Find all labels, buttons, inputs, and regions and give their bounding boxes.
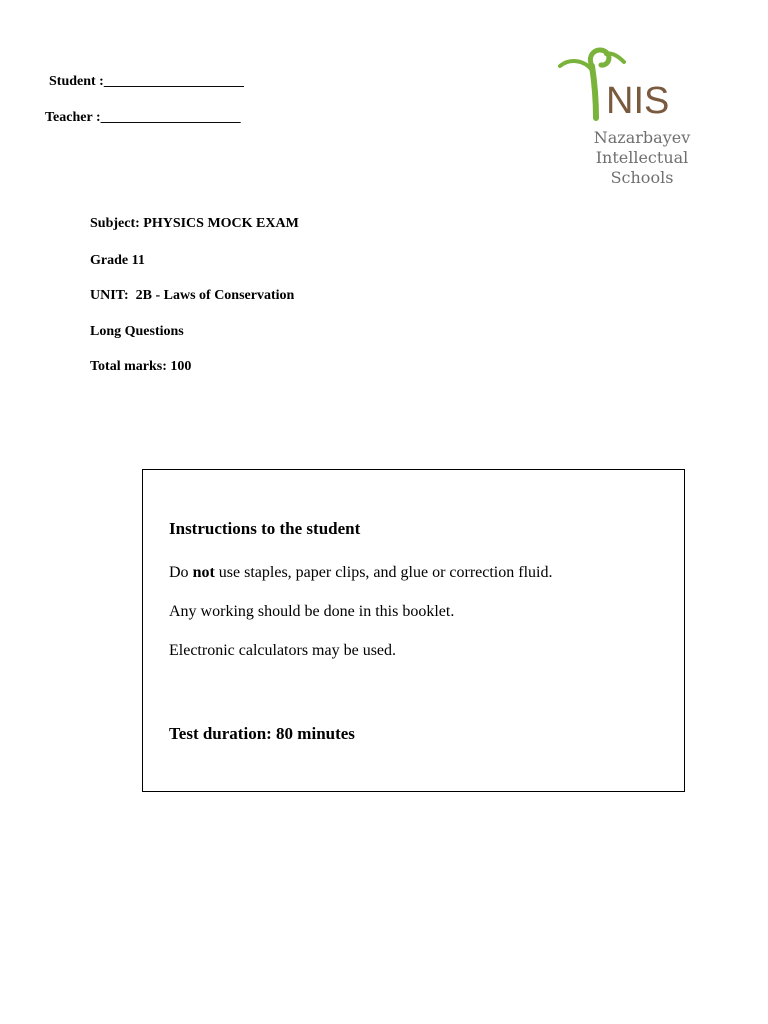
teacher-field	[45, 110, 241, 126]
instruction-line-1-prefix: Do	[169, 564, 193, 581]
exam-type: Long Questions	[90, 324, 184, 339]
instruction-line-1-emphasis: not	[192, 564, 215, 581]
teacher-blank[interactable]: ____________________	[100, 110, 241, 125]
student-blank[interactable]: ____________________	[103, 74, 244, 89]
logo-line-3: Schools	[610, 168, 674, 187]
teacher-label: Teacher :	[45, 110, 101, 125]
instruction-line-1	[169, 564, 552, 582]
student-field	[49, 74, 244, 90]
instruction-line-2: Any working should be done in this booklet.	[169, 603, 455, 620]
logo-acronym: NIS	[606, 80, 670, 122]
exam-unit: UNIT: 2B - Laws of Conservation	[90, 288, 295, 303]
test-duration: Test duration: 80 minutes	[169, 724, 355, 743]
exam-total-marks: Total marks: 100	[90, 359, 192, 374]
instructions-title: Instructions to the student	[169, 519, 361, 538]
instruction-line-3: Electronic calculators may be used.	[169, 642, 397, 659]
student-label: Student :	[49, 74, 104, 89]
logo-line-2: Intellectual	[595, 148, 689, 167]
exam-subject: Subject: PHYSICS MOCK EXAM	[90, 216, 299, 231]
exam-grade: Grade 11	[90, 253, 145, 268]
logo-line-1: Nazarbayev	[593, 128, 691, 147]
instruction-line-1-suffix: use staples, paper clips, and glue or correction fluid.	[214, 564, 553, 581]
nis-logo	[556, 44, 706, 194]
instructions-box	[142, 469, 685, 792]
